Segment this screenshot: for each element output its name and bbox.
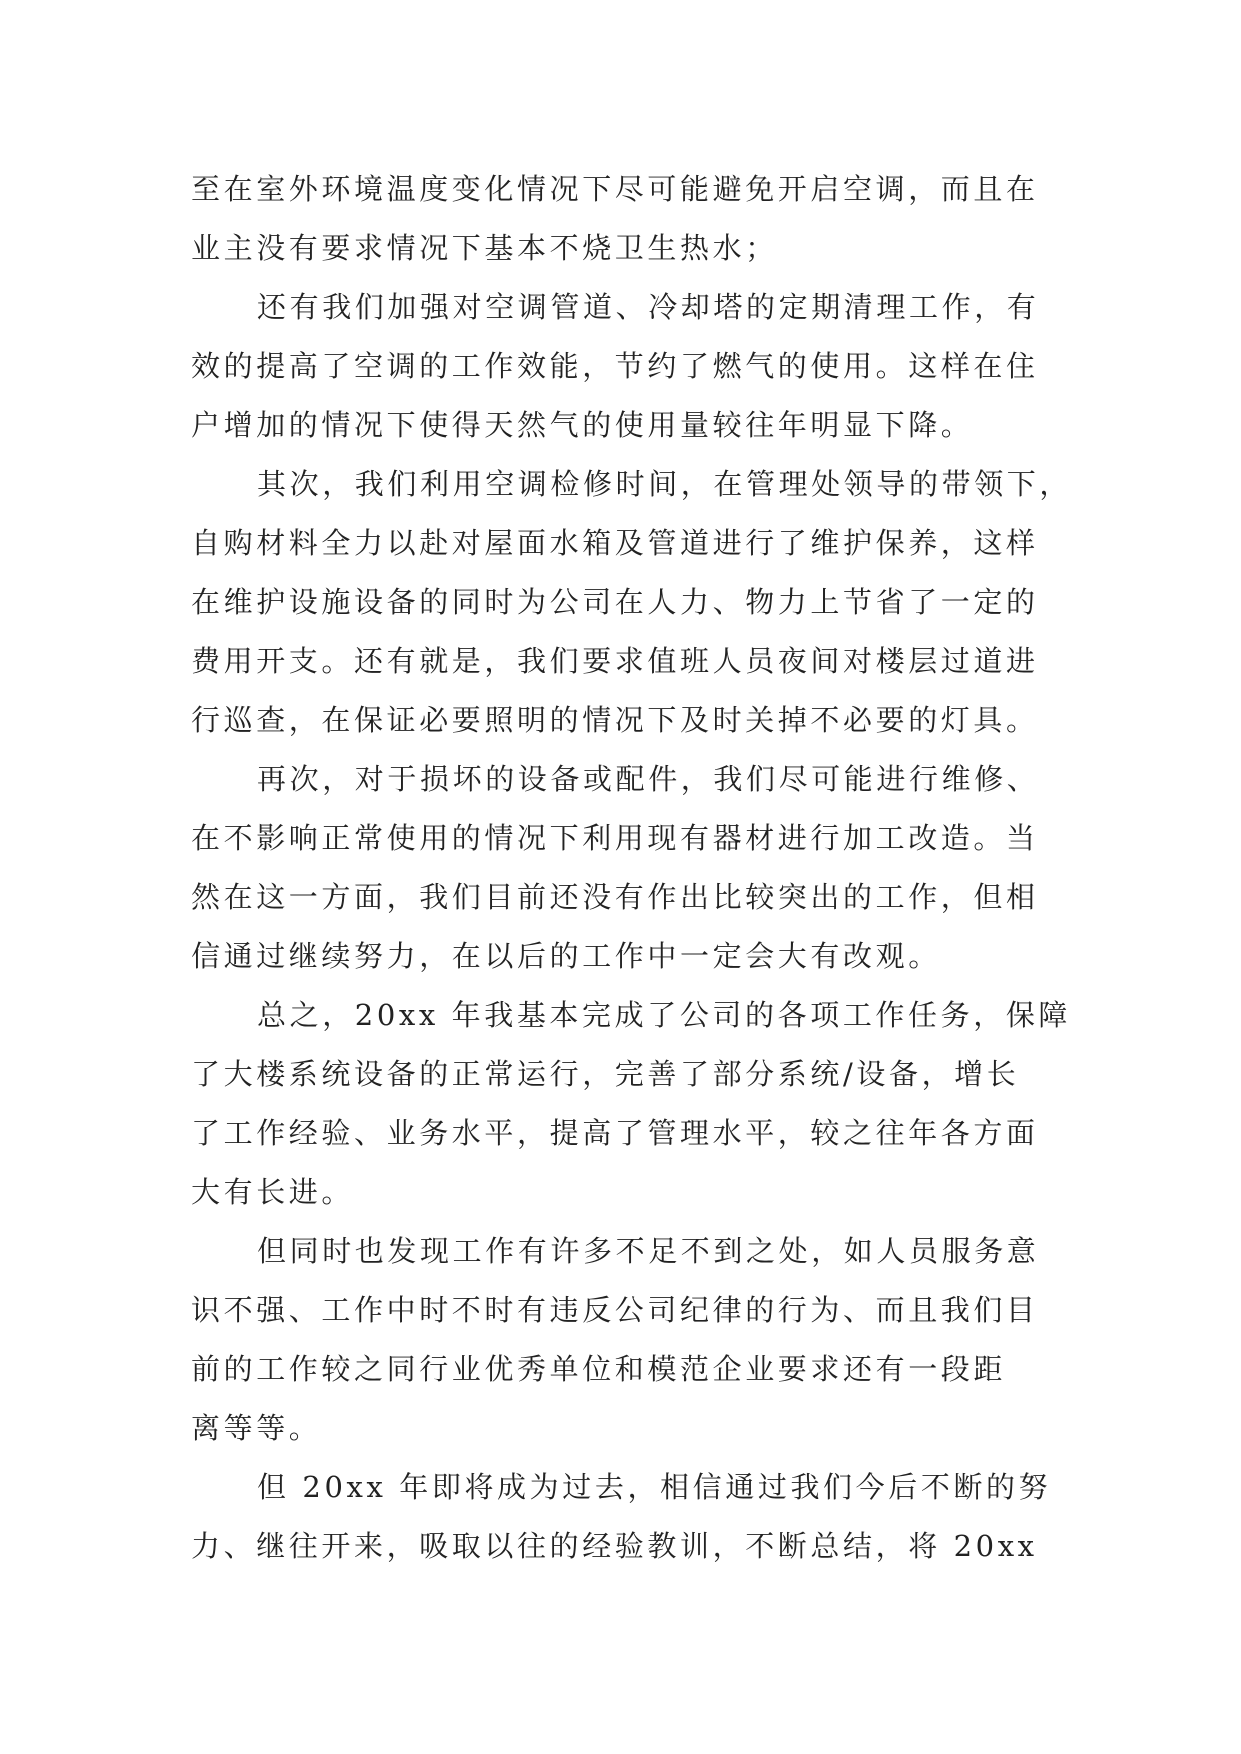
text-line: 离等等。 [191,1411,322,1445]
text-line: 户增加的情况下使得天然气的使用量较往年明显下降。 [191,408,974,442]
text-line: 行巡查，在保证必要照明的情况下及时关掉不必要的灯具。 [191,703,1039,737]
paragraph-start-line: 再次，对于损坏的设备或配件，我们尽可能进行维修、 [257,762,1040,796]
text-line: 自购材料全力以赴对屋面水箱及管道进行了维护保养，这样 [191,526,1039,560]
text-line: 然在这一方面，我们目前还没有作出比较突出的工作，但相 [191,880,1039,914]
text-line: 在维护设施设备的同时为公司在人力、物力上节省了一定的 [191,585,1039,619]
paragraph-start-line: 但 20xx 年即将成为过去，相信通过我们今后不断的努 [257,1470,1052,1504]
text-line: 力、继往开来，吸取以往的经验教训，不断总结，将 20xx [191,1529,1038,1563]
text-line: 在不影响正常使用的情况下利用现有器材进行加工改造。当 [191,821,1039,855]
text-line: 信通过继续努力，在以后的工作中一定会大有改观。 [191,939,941,973]
text-line: 至在室外环境温度变化情况下尽可能避免开启空调，而且在 [191,172,1039,206]
document-body [191,160,1071,1576]
paragraph-start-line: 总之，20xx 年我基本完成了公司的各项工作任务，保障 [257,998,1072,1032]
text-line: 大有长进。 [191,1175,355,1209]
paragraph-start-line: 还有我们加强对空调管道、冷却塔的定期清理工作，有 [257,290,1040,324]
paragraph-start-line: 但同时也发现工作有许多不足不到之处，如人员服务意 [257,1234,1040,1268]
text-line: 了工作经验、业务水平，提高了管理水平，较之往年各方面 [191,1116,1039,1150]
paragraph-start-line: 其次，我们利用空调检修时间，在管理处领导的带领下， [257,467,1073,501]
text-line: 前的工作较之同行业优秀单位和模范企业要求还有一段距 [191,1352,1007,1386]
text-line: 业主没有要求情况下基本不烧卫生热水； [191,231,778,265]
text-line: 识不强、工作中时不时有违反公司纪律的行为、而且我们目 [191,1293,1039,1327]
text-line: 效的提高了空调的工作效能，节约了燃气的使用。这样在住 [191,349,1039,383]
text-line: 费用开支。还有就是，我们要求值班人员夜间对楼层过道进 [191,644,1039,678]
text-line: 了大楼系统设备的正常运行，完善了部分系统/设备，增长 [191,1057,1020,1091]
